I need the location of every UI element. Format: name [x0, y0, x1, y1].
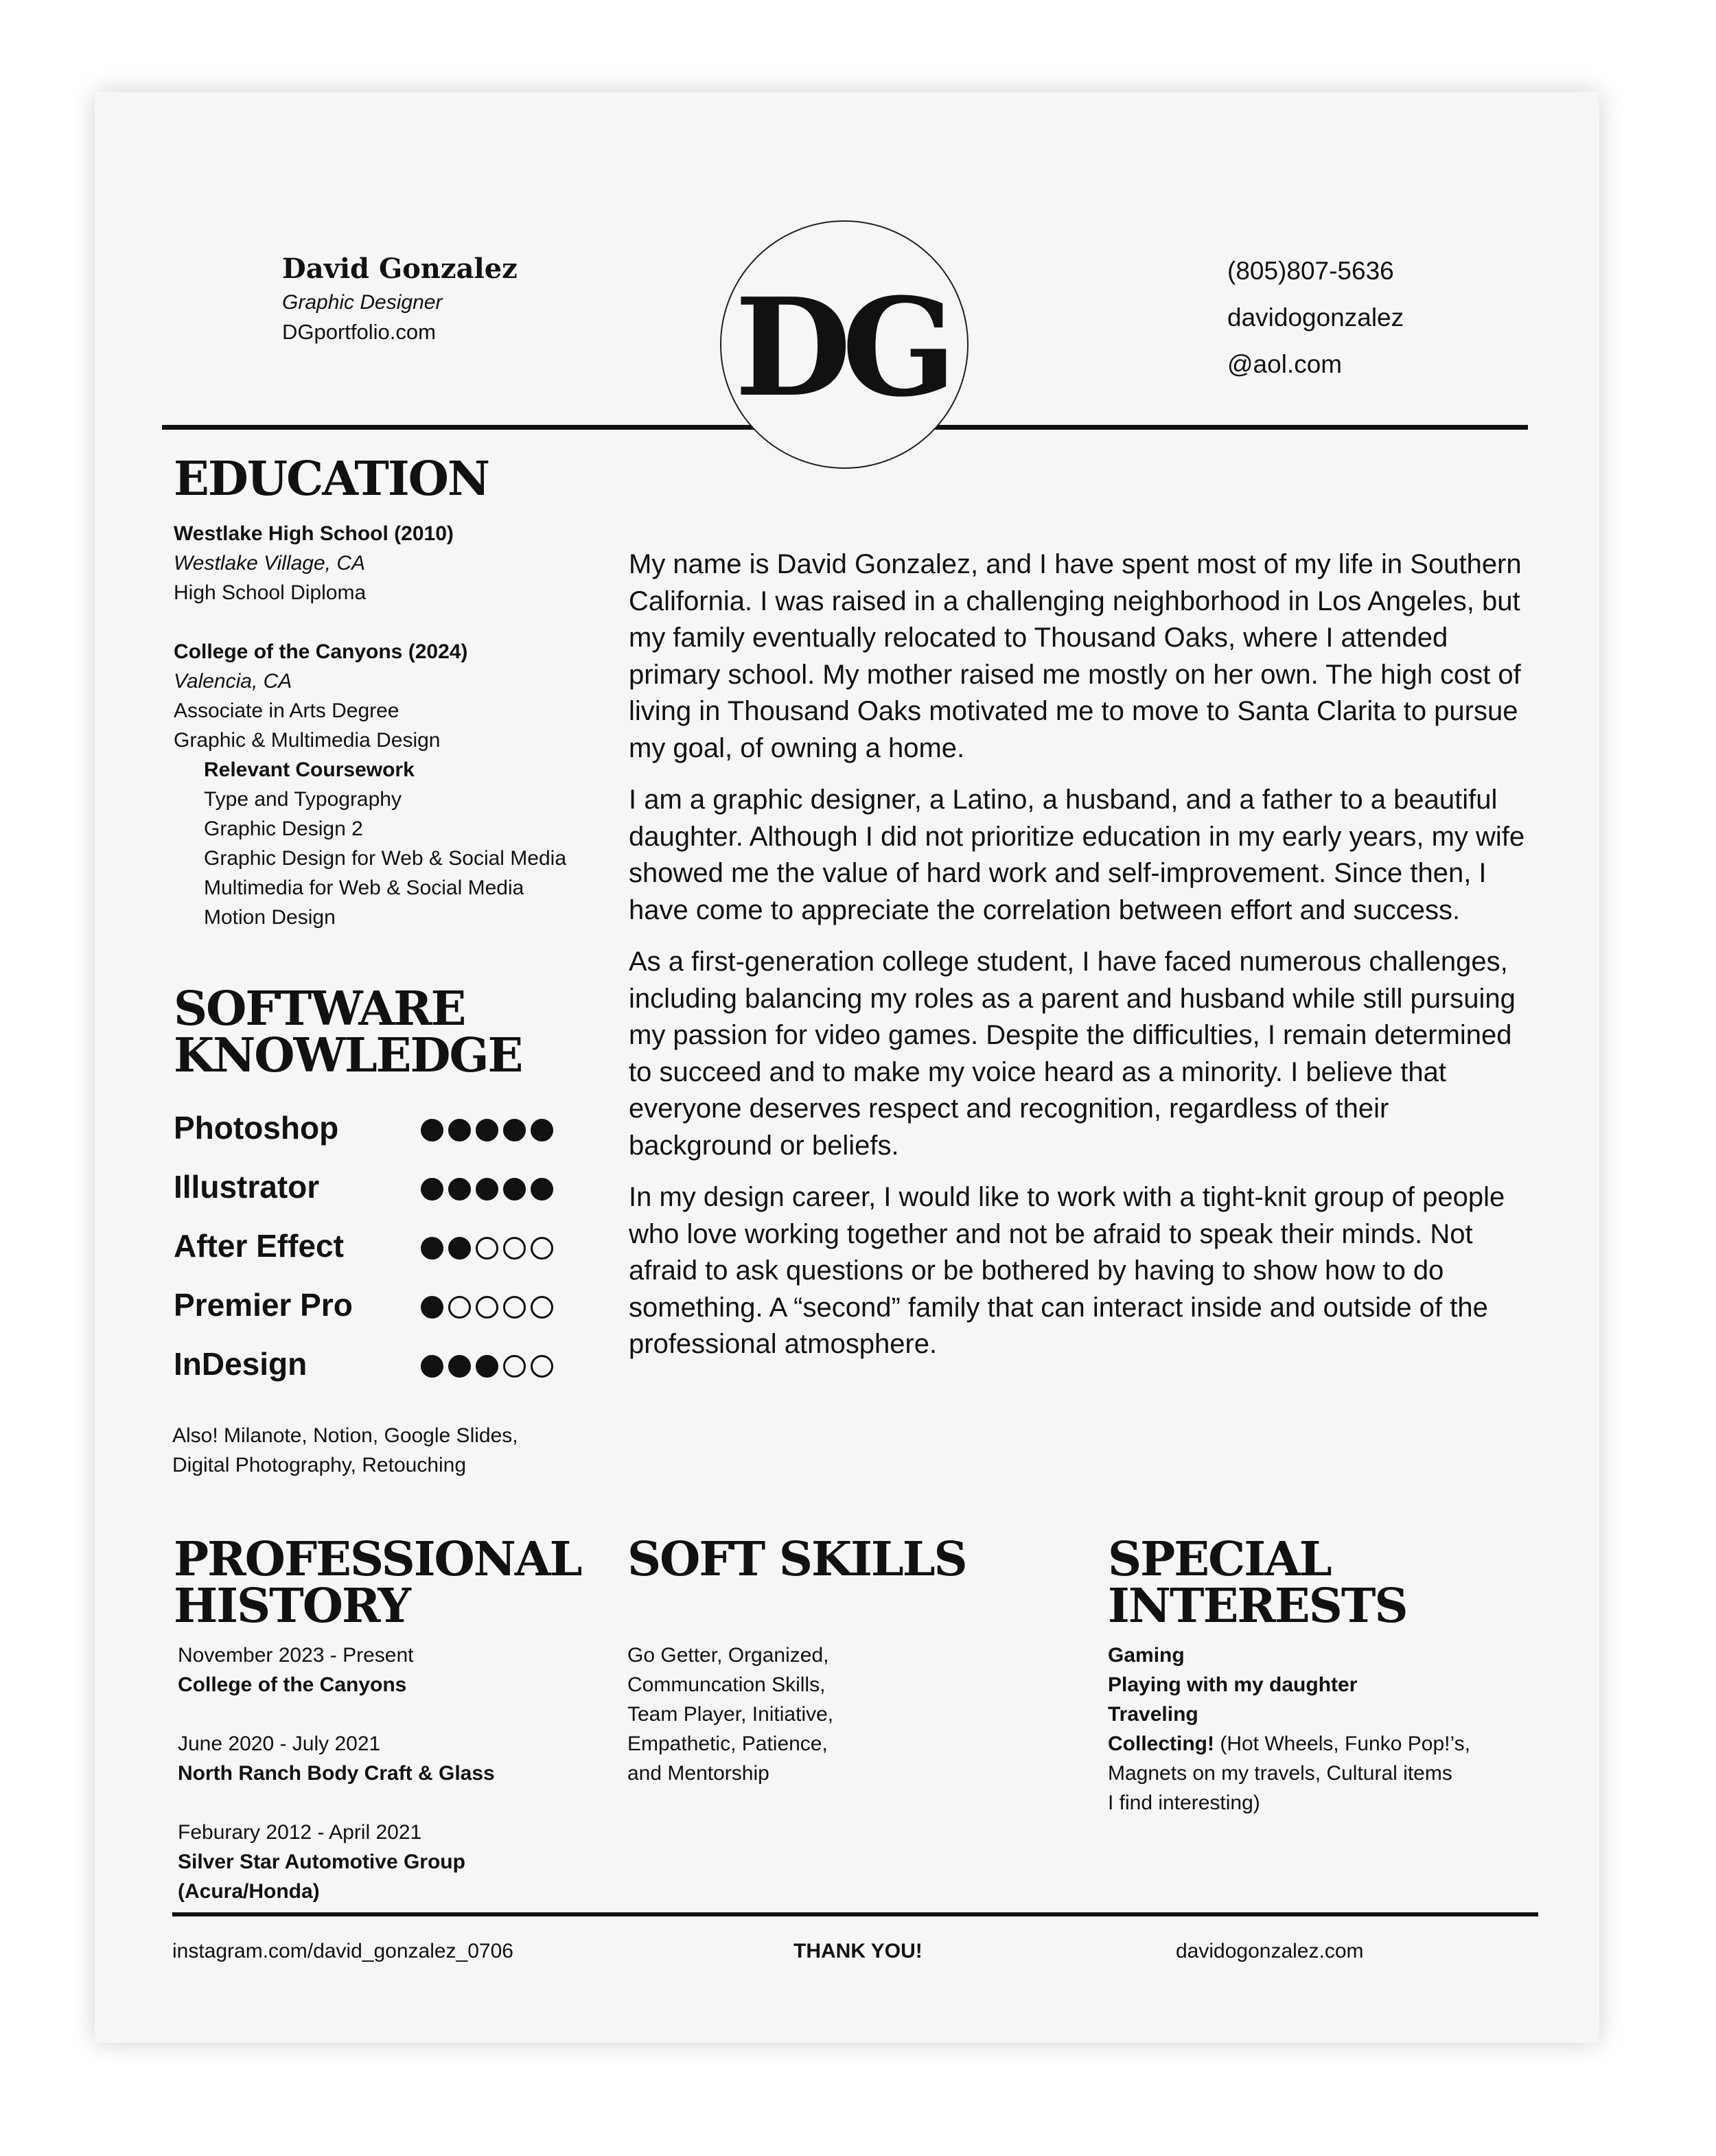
bio-paragraph: In my design career, I would like to work with a tight-knit group of people who love working together and not be afraid to speak their minds. Not afraid to ask questions or be bothered by having to show how to do something. A “second” family that can interact inside and outside of the professional atmosphere. — [629, 1182, 1505, 1359]
portfolio-link[interactable]: DGportfolio.com — [282, 320, 436, 344]
coursework-title: Relevant Coursework — [204, 758, 415, 781]
skill-rating — [421, 1355, 553, 1378]
filled-dot-icon — [531, 1178, 553, 1201]
course-item: Graphic Design 2 — [204, 818, 363, 840]
course-item: Multimedia for Web & Social Media — [204, 877, 524, 899]
filled-dot-icon — [476, 1178, 498, 1201]
soft-skills-list — [627, 1641, 971, 1788]
skill-name: Photoshop — [174, 1110, 339, 1146]
filled-dot-icon — [421, 1296, 443, 1319]
filled-dot-icon — [448, 1237, 471, 1260]
skill-rating — [421, 1296, 553, 1319]
skill-rating — [421, 1178, 553, 1201]
filled-dot-icon — [421, 1119, 443, 1141]
job-company-detail: (Acura/Honda) — [178, 1880, 320, 1903]
skill-name: After Effect — [174, 1228, 344, 1264]
resume-name: David Gonzalez — [282, 253, 518, 285]
school-1-location: Westlake Village, CA — [174, 552, 366, 575]
skill-rating — [421, 1237, 553, 1260]
also-tools-line-1: Also! Milanote, Notion, Google Slides, — [172, 1424, 518, 1447]
job-dates: June 2020 - July 2021 — [178, 1732, 381, 1755]
job-dates: Feburary 2012 - April 2021 — [178, 1821, 422, 1844]
monogram-logo — [720, 220, 969, 469]
filled-dot-icon — [503, 1119, 526, 1141]
education-section — [174, 519, 613, 932]
skill-name: Premier Pro — [174, 1287, 353, 1323]
email-line-2[interactable]: @aol.com — [1227, 350, 1343, 378]
course-item: Type and Typography — [204, 788, 402, 811]
email-line-1[interactable]: davidogonzalez — [1227, 303, 1404, 332]
school-2-major: Graphic & Multimedia Design — [174, 729, 441, 752]
also-tools-line-2: Digital Photography, Retouching — [172, 1454, 467, 1476]
monogram-text: DG — [734, 269, 947, 427]
software-heading-line-1: SOFTWARE — [174, 982, 465, 1036]
job-company: North Ranch Body Craft & Glass — [178, 1762, 495, 1785]
interests-heading-line-1: SPECIAL — [1108, 1532, 1331, 1587]
instagram-link[interactable]: instagram.com/david_gonzalez_0706 — [172, 1940, 513, 1962]
filled-dot-icon — [421, 1178, 443, 1201]
job-dates: November 2023 - Present — [178, 1644, 414, 1667]
school-2-location: Valencia, CA — [174, 670, 292, 693]
soft-skill-line: Team Player, Initiative, — [627, 1703, 834, 1726]
skill-row — [174, 1345, 572, 1387]
school-2-name: College of the Canyons (2024) — [174, 640, 468, 663]
soft-skill-line: and Mentorship — [627, 1762, 769, 1785]
empty-dot-icon — [476, 1296, 498, 1319]
job-company: College of the Canyons — [178, 1673, 407, 1696]
history-heading-line-1: PROFESSIONAL — [174, 1532, 581, 1587]
thank-you-text: THANK YOU! — [793, 1940, 923, 1962]
soft-skill-line: Communcation Skills, — [627, 1673, 826, 1696]
empty-dot-icon — [503, 1296, 526, 1319]
collecting-label: Collecting! — [1108, 1732, 1214, 1755]
school-2-degree: Associate in Arts Degree — [174, 699, 399, 722]
empty-dot-icon — [503, 1355, 526, 1378]
empty-dot-icon — [531, 1296, 553, 1319]
resume-role: Graphic Designer — [282, 291, 443, 314]
interests-list — [1108, 1641, 1533, 1818]
empty-dot-icon — [531, 1355, 553, 1378]
filled-dot-icon — [448, 1355, 471, 1378]
soft-skill-line: Empathetic, Patience, — [627, 1732, 828, 1755]
filled-dot-icon — [421, 1237, 443, 1260]
skill-rating — [421, 1119, 553, 1141]
filled-dot-icon — [448, 1119, 471, 1141]
skill-name: Illustrator — [174, 1169, 320, 1205]
school-1-name: Westlake High School (2010) — [174, 522, 454, 545]
collecting-detail: (Hot Wheels, Funko Pop!’s, — [1214, 1732, 1470, 1755]
empty-dot-icon — [503, 1237, 526, 1260]
history-list — [178, 1641, 590, 1906]
history-heading-line-2: HISTORY — [174, 1579, 410, 1634]
interest-collecting — [1108, 1729, 1533, 1759]
interests-heading-line-2: INTERESTS — [1108, 1579, 1407, 1634]
filled-dot-icon — [531, 1119, 553, 1141]
filled-dot-icon — [421, 1355, 443, 1378]
software-heading-line-2: KNOWLEDGE — [174, 1028, 522, 1083]
filled-dot-icon — [503, 1178, 526, 1201]
skill-name: InDesign — [174, 1346, 308, 1382]
interest-item: Traveling — [1108, 1703, 1198, 1726]
interest-item: Playing with my daughter — [1108, 1673, 1358, 1696]
collecting-detail-line: Magnets on my travels, Cultural items — [1108, 1762, 1452, 1785]
filled-dot-icon — [476, 1355, 498, 1378]
soft-skill-line: Go Getter, Organized, — [627, 1644, 829, 1667]
filled-dot-icon — [448, 1178, 471, 1201]
bio-paragraph: My name is David Gonzalez, and I have spent most of my life in Southern California. I was raised in a challenging neighborhood in Los Angeles, but my family eventually relocated to Thousand Oaks, where I attended primary school. My mother raised me mostly on her own. The high cost of living in Thousand Oaks motivated me to move to Santa Clarita to pursue my goal, of owning a home. — [629, 549, 1522, 763]
course-item: Graphic Design for Web & Social Media — [204, 847, 567, 870]
skill-row — [174, 1286, 572, 1328]
bio-paragraph: I am a graphic designer, a Latino, a husband, and a father to a beautiful daughter. Although I did not prioritize education in my early years, my wife showed me the value of hard work and self-improvement. Since then, I have come to appreciate the correlation between effort and success. — [629, 785, 1525, 925]
skill-row — [174, 1168, 572, 1209]
footer-divider — [172, 1912, 1538, 1916]
footer-website-link[interactable]: davidogonzalez.com — [1176, 1940, 1364, 1962]
course-item: Motion Design — [204, 906, 336, 929]
empty-dot-icon — [531, 1237, 553, 1260]
phone-number[interactable]: (805)807-5636 — [1227, 257, 1394, 285]
soft-skills-heading: SOFT SKILLS — [627, 1532, 966, 1587]
empty-dot-icon — [476, 1237, 498, 1260]
education-heading: EDUCATION — [174, 452, 489, 507]
empty-dot-icon — [448, 1296, 471, 1319]
interest-item: Gaming — [1108, 1644, 1185, 1667]
skill-row — [174, 1227, 572, 1268]
job-company: Silver Star Automotive Group — [178, 1851, 465, 1873]
filled-dot-icon — [476, 1119, 498, 1141]
school-1-degree: High School Diploma — [174, 581, 367, 604]
collecting-detail-line: I find interesting) — [1108, 1792, 1260, 1814]
bio-section — [629, 546, 1535, 1378]
skill-row — [174, 1109, 572, 1150]
bio-paragraph: As a first-generation college student, I have faced numerous challenges, including balancing my roles as a parent and husband while still pursuing my passion for video games. Despite the difficulties, I remain determined to succeed and to make my voice heard as a minority. I believe that everyone deserves respect and recognition, regardless of their background or beliefs. — [629, 947, 1516, 1161]
